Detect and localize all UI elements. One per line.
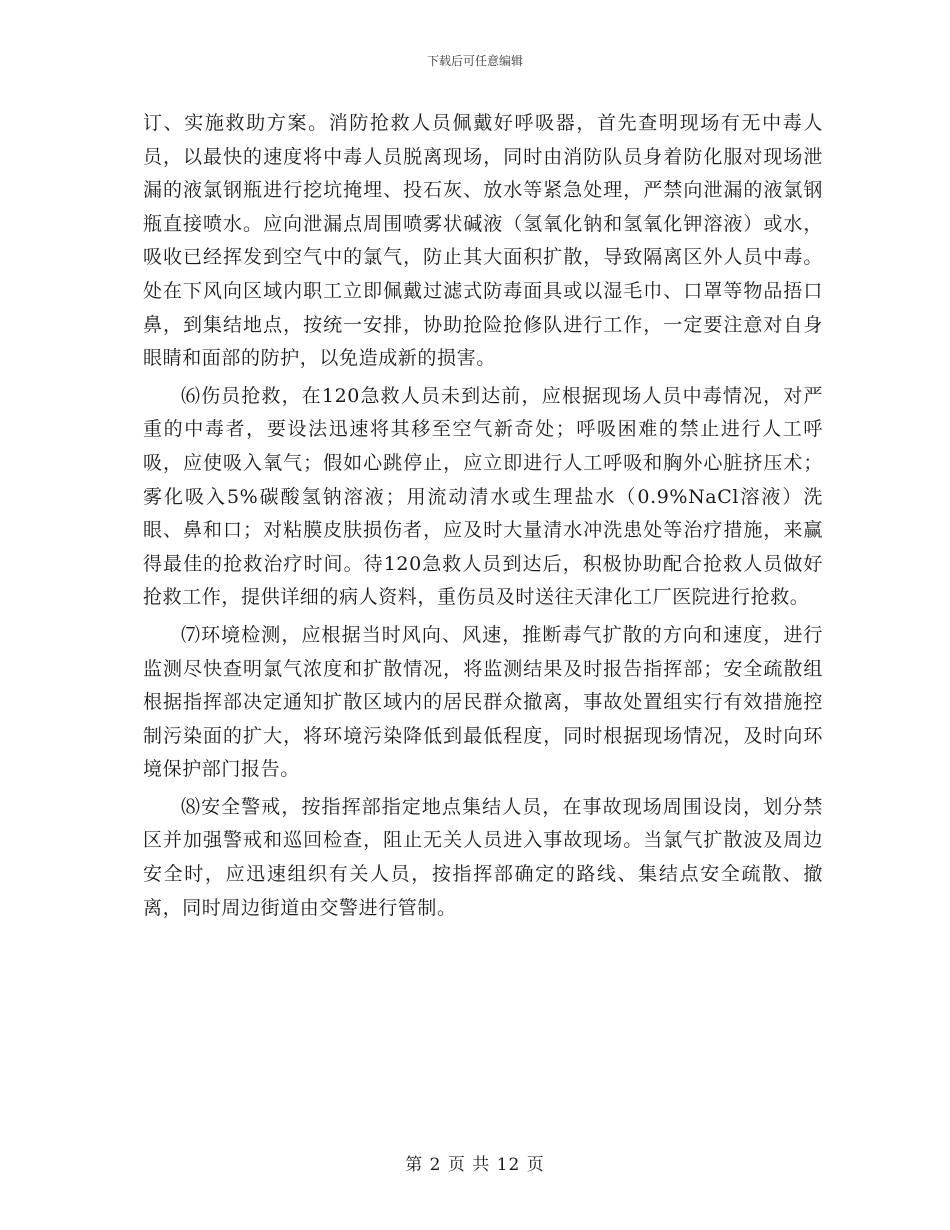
page-number: 第 2 页 共 12 页 <box>405 1155 545 1175</box>
header-note: 下载后可任意编辑 <box>426 54 523 68</box>
paragraph-casualty-rescue: ⑹伤员抢救，在120急救人员未到达前，应根据现场人员中毒情况，对严重的中毒者，要设法迅速将其移至空气新奇处；呼吸困难的禁止进行人工呼吸，应使吸入氧气；假如心跳停止，应立即进行人工呼吸和胸外心脏挤压术；雾化吸入5%碳酸氢钠溶液；用流动清水或生理盐水（0.9%NaCl溶液）洗眼、鼻和口；对粘膜皮肤损伤者，应及时大量清水冲洗患处等治疗措施，来赢得最佳的抢救治疗时间。待120急救人员到达后，积极协助配合抢救人员做好抢救工作，提供详细的病人资料，重伤员及时送往天津化工厂医院进行抢救。 <box>143 384 823 609</box>
paragraph-continued: 订、实施救助方案。消防抢救人员佩戴好呼吸器，首先查明现场有无中毒人员，以最快的速度将中毒人员脱离现场，同时由消防队员身着防化服对现场泄漏的液氯钢瓶进行挖坑掩埋、投石灰、放水等紧急处理，严禁向泄漏的液氯钢瓶直接喷水。应向泄漏点周围喷雾状碱液（氢氧化钠和氢氧化钾溶液）或水，吸收已经挥发到空气中的氯气，防止其大面积扩散，导致隔离区外人员中毒。处在下风向区域内职工立即佩戴过滤式防毒面具或以湿毛巾、口罩等物品捂口鼻，到集结地点，按统一安排，协助抢险抢修队进行工作，一定要注意对自身眼睛和面部的防护，以免造成新的损害。 <box>143 112 823 370</box>
page-footer <box>0 1153 950 1177</box>
paragraph-safety-cordon: ⑻安全警戒，按指挥部指定地点集结人员，在事故现场周围设岗，划分禁区并加强警戒和巡回检查，阻止无关人员进入事故现场。当氯气扩散波及周边安全时，应迅速组织有关人员，按指挥部确定的路线、集结点安全疏散、撤离，同时周边街道由交警进行管制。 <box>143 795 823 919</box>
page-header <box>0 53 950 69</box>
document-body <box>143 107 823 925</box>
paragraph-environment-monitoring: ⑺环境检测，应根据当时风向、风速，推断毒气扩散的方向和速度，进行监测尽快查明氯气浓度和扩散情况，将监测结果及时报告指挥部；安全疏散组根据指挥部决定通知扩散区域内的居民群众撤离，事故处置组实行有效措施控制污染面的扩大，将环境污染降低到最低程度，同时根据现场情况，及时向环境保护部门报告。 <box>143 623 823 781</box>
